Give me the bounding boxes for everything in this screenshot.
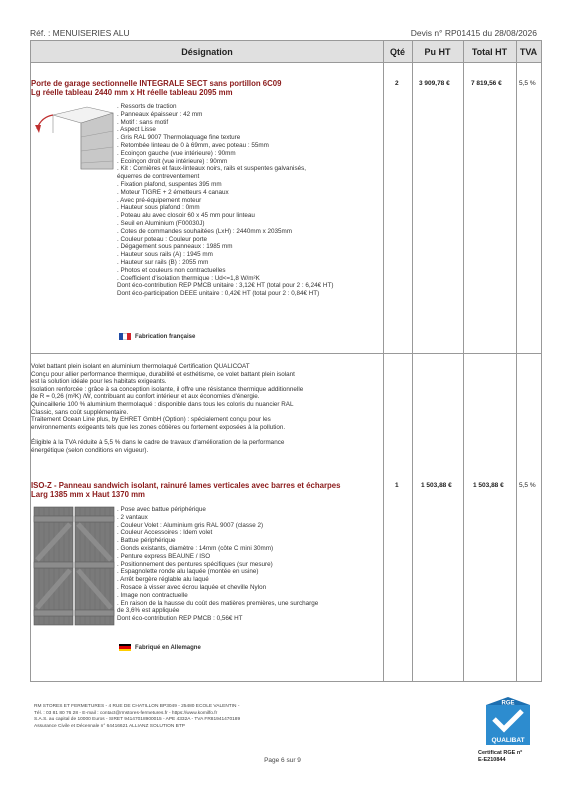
spec-line: . Ecoinçon gauche (vue intérieure) : 90mm bbox=[117, 149, 236, 157]
spec-line: . Seuil en Aluminium (F00030J) bbox=[117, 219, 205, 227]
item1-title: Porte de garage sectionnelle INTEGRALE SECT sans portillon 6C09 Lg réelle tableau 2440 mm x Ht réelle tableau 2095 mm bbox=[31, 79, 282, 97]
description-line: énergétique (selon conditions en vigueur). bbox=[31, 446, 149, 454]
spec-line: Dont éco-contribution REP PMCB : 0,56€ HT bbox=[117, 615, 243, 623]
spec-line: . Panneaux épaisseur : 42 mm bbox=[117, 110, 203, 118]
spec-line: . Battue périphérique bbox=[117, 537, 176, 545]
spec-line: . Aspect Lisse bbox=[117, 126, 156, 134]
item1-pu: 3 909,78 € bbox=[419, 80, 450, 87]
spec-line: . Gris RAL 9007 Thermolaquage fine texture bbox=[117, 134, 241, 142]
badge-german: Fabriqué en Allemagne bbox=[119, 644, 201, 651]
spec-line: . Hauteur sous rails (A) : 1945 mm bbox=[117, 251, 213, 259]
col-pu-ht: Pu HT bbox=[424, 46, 451, 57]
spec-line: . Pose avec battue périphérique bbox=[117, 506, 206, 513]
spec-line: . 2 vantaux bbox=[117, 513, 148, 521]
page-number: Page 6 sur 9 bbox=[264, 757, 301, 764]
spec-line: . Gonds existants, diamètre : 14mm (côte C mini 30mm) bbox=[117, 544, 274, 552]
item2-title: ISO-Z - Panneau sandwich isolant, rainuré lames verticales avec barres et écharpes Larg 1385 mm x Haut 1370 mm bbox=[31, 481, 341, 499]
description-line: Classic, sans coût supplémentaire. bbox=[31, 408, 129, 416]
spec-line: . Kit : Cornières et faux-linteaux noirs, rails et suspentes galvanisés, bbox=[117, 165, 306, 173]
spec-line: . Positionnement des pentures spécifiques (sur mesure) bbox=[117, 560, 273, 568]
col-qte: Qté bbox=[389, 46, 405, 57]
spec-line: Dont éco-contribution REP PMCB unitaire : 3,12€ HT (total pour 2 : 6,24€ HT) bbox=[117, 282, 334, 290]
spec-line: de 3,6% est appliquée bbox=[117, 607, 180, 615]
page-header bbox=[30, 28, 537, 38]
spec-line: . Dégagement sous panneaux : 1985 mm bbox=[117, 243, 233, 251]
divider bbox=[412, 41, 413, 681]
footer-line: RM STORES ET FERMETURES - 4 RUE DE CHATILLON BP3049 - 25480 ECOLE VALENTIN - bbox=[34, 704, 240, 709]
company-footer bbox=[34, 704, 294, 730]
spec-line: . Poteau alu avec closoir 60 x 45 mm pour linteau bbox=[117, 212, 255, 220]
divider bbox=[463, 41, 464, 681]
col-total-ht: Total HT bbox=[471, 46, 508, 57]
divider bbox=[516, 41, 517, 681]
spec-line: . Ecoinçon droit (vue intérieure) : 90mm bbox=[117, 157, 228, 165]
description-line: Quincaillerie 100 % aluminium thermolaqué : disponible dans tous les coloris du nuancier RAL bbox=[31, 400, 294, 408]
garage-door-image bbox=[33, 103, 115, 175]
description-line: Traitement Ocean Line plus, by EHRET GmbH (Option) : spécialement conçu pour les bbox=[31, 416, 271, 424]
col-tva: TVA bbox=[519, 46, 538, 57]
spec-line: . Fixation plafond, suspentes 395 mm bbox=[117, 180, 222, 188]
description-line: Conçu pour allier performance thermique, durabilité et esthétisme, ce volet battant plein isolant bbox=[31, 370, 295, 378]
spec-line: . Ressorts de traction bbox=[117, 103, 177, 110]
divider bbox=[383, 41, 384, 681]
shutter-image bbox=[33, 506, 115, 626]
description-line: environnements exigeants tels que les zones côtières ou fortement exposées à la pollution. bbox=[31, 423, 286, 431]
spec-line: équerres de contreventement bbox=[117, 173, 200, 181]
item2-specs bbox=[117, 506, 318, 623]
spec-line: . Penture express BEAUNE / ISO bbox=[117, 552, 211, 560]
description bbox=[31, 363, 371, 454]
spec-line: . Image non contractuelle bbox=[117, 591, 188, 599]
qualibat-logo bbox=[484, 697, 532, 747]
spec-line: . En raison de la hausse du coût des matières premières, une surcharge bbox=[117, 599, 319, 607]
spec-line: . Espagnolette ronde alu laquée (montée en usine) bbox=[117, 568, 259, 576]
item2-total: 1 503,88 € bbox=[473, 482, 504, 489]
reference: Réf. : MENUISERIES ALU bbox=[30, 28, 130, 38]
item1-total: 7 819,56 € bbox=[471, 80, 502, 87]
devis-number: Devis n° RP01415 du 28/08/2026 bbox=[410, 28, 537, 38]
footer-line: Assurance Civile et Décennale n° 64416621 ALLIANZ SOLUTION BTP bbox=[34, 723, 185, 729]
spec-line: . Rosace à visser avec écrou laquée et cheville Nylon bbox=[117, 583, 267, 591]
spec-line: . Cotes de commandes souhaitées (LxH) : 2440mm x 2035mm bbox=[117, 227, 292, 235]
badge-french: Fabrication française bbox=[119, 333, 195, 340]
spec-line: . Retombée linteau de 0 à 69mm, avec poteau : 55mm bbox=[117, 141, 269, 149]
description-line: est la solution idéale pour les habitats exigeants. bbox=[31, 378, 167, 386]
description-line bbox=[31, 431, 371, 439]
spec-line: . Hauteur sous plafond : 0mm bbox=[117, 204, 200, 212]
spec-line: . Moteur TIGRE + 2 émetteurs 4 canaux bbox=[117, 188, 229, 196]
spec-line: . Hauteur sur rails (B) : 2055 mm bbox=[117, 258, 209, 266]
item2-qte: 1 bbox=[395, 482, 399, 489]
footer-line: S.A.S. au capital de 10000 Euros - SIRET 94147018900015 - APE 4332A - TVA FR81941470189 bbox=[34, 717, 241, 722]
spec-line: . Couleur Volet : Aluminium gris RAL 9007 (classe 2) bbox=[117, 521, 264, 529]
spec-line: . Avec pré-équipement moteur bbox=[117, 196, 202, 204]
item1-tva: 5,5 % bbox=[519, 80, 536, 87]
svg-text:QUALIBAT: QUALIBAT bbox=[491, 737, 525, 744]
description-line: Isolation renforcée : grâce à sa conception isolante, il offre une résistance thermique additionnelle bbox=[31, 385, 304, 393]
spec-line: Dont éco-participation DEEE unitaire : 0,42€ HT (total pour 2 : 0,84€ HT) bbox=[117, 290, 320, 298]
france-flag-icon bbox=[119, 333, 131, 340]
description-line: Éligible à la TVA réduite à 5,5 % dans le cadre de travaux d'amélioration de la performance bbox=[31, 438, 285, 446]
table-header bbox=[31, 41, 541, 63]
svg-text:RGE: RGE bbox=[501, 700, 515, 707]
spec-line: . Arrêt bergère réglable alu laqué bbox=[117, 576, 209, 584]
spec-line: . Motif : sans motif bbox=[117, 118, 169, 126]
item2-tva: 5,5 % bbox=[519, 482, 536, 489]
germany-flag-icon bbox=[119, 644, 131, 651]
spec-line: . Couleur Accessoires : Idem volet bbox=[117, 529, 213, 537]
spec-line: . Couleur poteau : Couleur porte bbox=[117, 235, 207, 243]
item1-specs bbox=[117, 103, 333, 298]
row-separator bbox=[31, 353, 541, 354]
description-line: Volet battant plein isolant en aluminium thermolaqué Certification QUALICOAT bbox=[31, 363, 250, 370]
col-designation: Désignation bbox=[181, 46, 233, 57]
footer-line: Tél. : 03 81 80 76 28 - E-mail : contact@rmstores-fermetures.fr - https://www.komilfo.fr bbox=[34, 710, 218, 716]
item2-pu: 1 503,88 € bbox=[421, 482, 452, 489]
spec-line: . Coefficient d'isolation thermique : Ud<=1,8 W/m²K bbox=[117, 274, 260, 282]
description-line: de R = 0,26 (m²K) /W, contribuant au confort intérieur et aux économies d'énergie. bbox=[31, 393, 260, 401]
spec-line: . Photos et couleurs non contractuelles bbox=[117, 266, 226, 274]
quote-table bbox=[30, 40, 542, 682]
item1-qte: 2 bbox=[395, 80, 399, 87]
rge-certificate: Certificat RGE n° E-E210844 bbox=[478, 750, 523, 763]
